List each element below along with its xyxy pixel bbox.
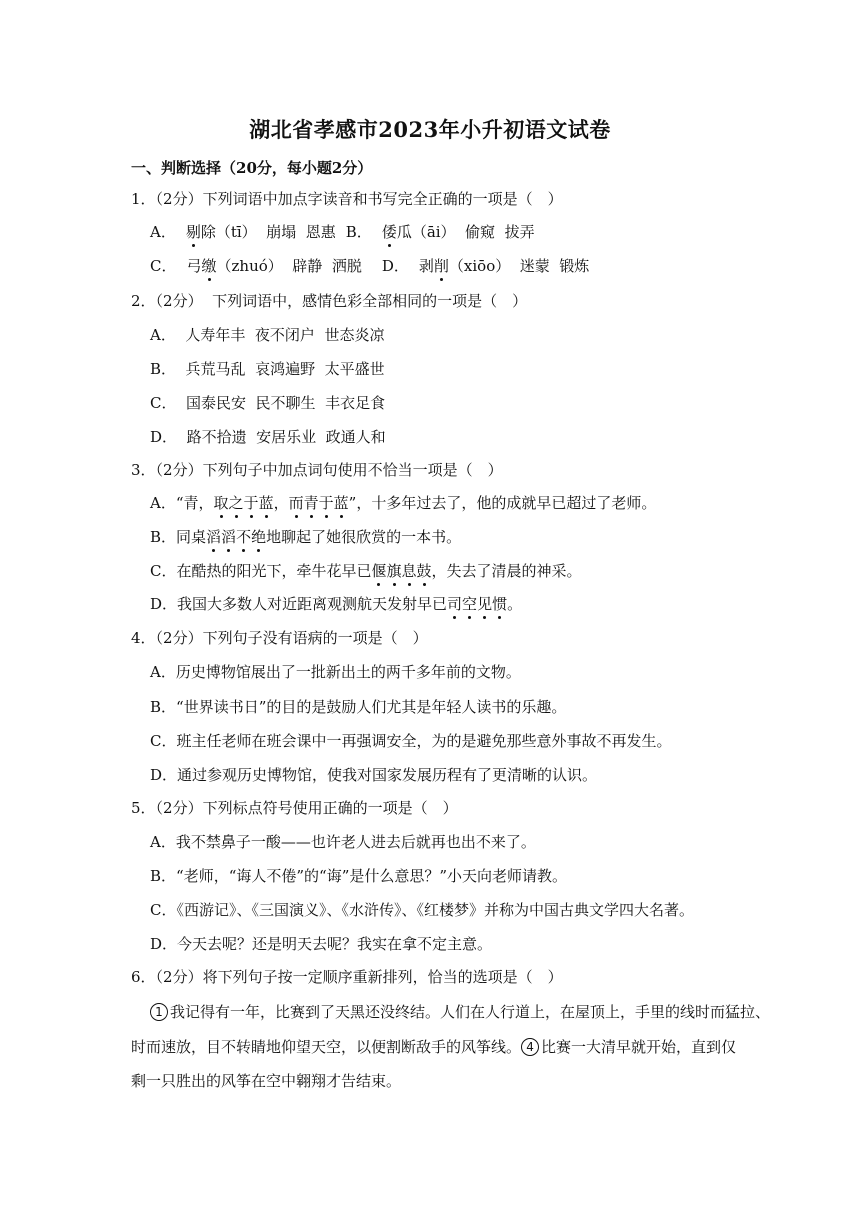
option-text: D．我国大多数人对近距离观测航天发射早已 [150, 595, 448, 613]
option-text: ， [273, 494, 289, 512]
dotted-char: 于 [243, 494, 259, 512]
option-d-text: （xiōo） 迷蒙 锻炼 [448, 257, 590, 275]
dotted-phrase [447, 595, 507, 613]
dotted-char: 于 [318, 494, 334, 512]
question-5-option-a: A．我不禁鼻子一酸——也许老人进去后就再也出不来了。 [150, 833, 536, 851]
question-4-option-b: B．“世界读书日”的目的是鼓励人们尤其是年轻人读书的乐趣。 [150, 698, 567, 716]
question-3-option-a [150, 493, 656, 513]
paragraph-text: 比赛一大清早就开始，直到仅 [541, 1038, 737, 1056]
question-3-option-c [150, 561, 582, 581]
option-d-label: D． [381, 257, 409, 275]
question-1-options-cd [150, 256, 589, 276]
dotted-char: 滔 [206, 528, 222, 546]
question-5-option-c: C．《西游记》、《三国演义》、《水浒传》、《红楼梦》并称为中国古典文学四大名著。 [150, 901, 694, 919]
question-2-option-c: C． 国泰民安 民不聊生 丰衣足食 [150, 394, 386, 412]
question-4-option-d: D．通过参观历史博物馆，使我对国家发展历程有了更清晰的认识。 [150, 766, 598, 784]
circled-number-1: 1 [150, 1003, 168, 1021]
paragraph-text: 时而速放，目不转睛地仰望天空，以便割断敌手的风筝线。 [131, 1038, 522, 1056]
option-text: ”，十多年过去了，他的成就早已超过了老师。 [348, 494, 657, 512]
question-4-option-c: C．班主任老师在班会课中一再强调安全，为的是避免那些意外事故不再发生。 [150, 732, 672, 750]
question-3-option-b [150, 527, 461, 547]
question-5-stem: 5．（2分）下列标点符号使用正确的一项是（ ） [131, 799, 458, 817]
dotted-char: 蓝 [333, 494, 349, 512]
dotted-char: 旗 [386, 562, 402, 580]
dotted-char: 蓝 [258, 494, 274, 512]
dotted-char: 倭 [381, 223, 397, 241]
question-3-stem: 3．（2分）下列句子中加点词句使用不恰当一项是（ ） [131, 461, 503, 479]
section-heading: 一、判断选择（20分，每小题2分） [131, 159, 373, 177]
question-5-option-d: D．今天去呢？还是明天去呢？我实在拿不定主意。 [150, 935, 493, 953]
option-text: 地聊起了她很欣赏的一本书。 [266, 528, 462, 546]
dotted-char: 缴 [201, 257, 217, 275]
dotted-char: 滔 [221, 528, 237, 546]
dotted-char: 而 [288, 494, 304, 512]
question-4-option-a: A．历史博物馆展出了一批新出土的两千多年前的文物。 [150, 663, 521, 681]
option-text: C．在酷热的阳光下，牵牛花早已 [150, 562, 372, 580]
dotted-char: 取 [213, 494, 229, 512]
dotted-char: 剔 [185, 223, 201, 241]
paragraph-text: 我记得有一年，比赛到了天黑还没终结。人们在人行道上，在屋顶上，手里的线时而猛拉、 [170, 1003, 771, 1021]
dotted-char: 不 [236, 528, 252, 546]
question-1-stem: 1．（2分）下列词语中加点字读音和书写完全正确的一项是（ ） [131, 190, 563, 208]
option-c-text: （zhuó） 辟静 洒脱 [216, 257, 362, 275]
dotted-char: 司 [447, 595, 463, 613]
dotted-char: 偃 [371, 562, 387, 580]
question-6-stem: 6．（2分）将下列句子按一定顺序重新排列，恰当的选项是（ ） [131, 968, 563, 986]
question-2-stem: 2．（2分） 下列词语中，感情色彩全部相同的一项是（ ） [131, 292, 528, 310]
dotted-char: 削 [433, 257, 449, 275]
dotted-char: 青 [303, 494, 319, 512]
option-text: B．同桌 [150, 528, 207, 546]
option-c-label: C． [150, 257, 177, 275]
option-b-label: B． [345, 223, 372, 241]
question-1-options-ab [150, 222, 535, 242]
option-b-text: 瓜（āi） 偷窥 拔弄 [396, 223, 535, 241]
question-2-option-a: A． 人寿年丰 夜不闭户 世态炎凉 [150, 326, 385, 344]
option-text: A．“青， [150, 494, 214, 512]
question-6-paragraph-line-1 [150, 1002, 770, 1022]
circled-number-4: 4 [521, 1038, 539, 1056]
option-d-char: 剥 [418, 257, 434, 275]
dotted-char: 息 [401, 562, 417, 580]
dotted-char: 鼓 [416, 562, 432, 580]
question-3-option-d [150, 594, 522, 614]
dotted-char: 空 [462, 595, 478, 613]
dotted-phrase [206, 528, 266, 546]
dotted-char: 之 [228, 494, 244, 512]
option-text: 。 [507, 595, 523, 613]
dotted-phrase [371, 562, 431, 580]
question-2-option-d: D． 路不拾遗 安居乐业 政通人和 [150, 428, 386, 446]
dotted-char: 惯 [492, 595, 508, 613]
question-2-option-b: B． 兵荒马乱 哀鸿遍野 太平盛世 [150, 360, 385, 378]
option-a-text: 除（tī） 崩塌 恩惠 [200, 223, 336, 241]
option-text: ，失去了清晨的神采。 [431, 562, 582, 580]
question-6-paragraph-line-2 [131, 1037, 736, 1057]
dotted-char: 绝 [251, 528, 267, 546]
question-5-option-b: B．“老师，“诲人不倦”的“诲”是什么意思？”小天向老师请教。 [150, 867, 568, 885]
dotted-phrase [214, 494, 274, 512]
dotted-phrase [289, 494, 349, 512]
option-c-char: 弓 [186, 257, 202, 275]
dotted-char: 见 [477, 595, 493, 613]
question-6-paragraph-line-3: 剩一只胜出的风筝在空中翱翔才告结束。 [131, 1072, 402, 1090]
page-title: 湖北省孝感市2023年小升初语文试卷 [249, 117, 611, 142]
option-a-label: A． [150, 223, 176, 241]
question-4-stem: 4．（2分）下列句子没有语病的一项是（ ） [131, 629, 428, 647]
